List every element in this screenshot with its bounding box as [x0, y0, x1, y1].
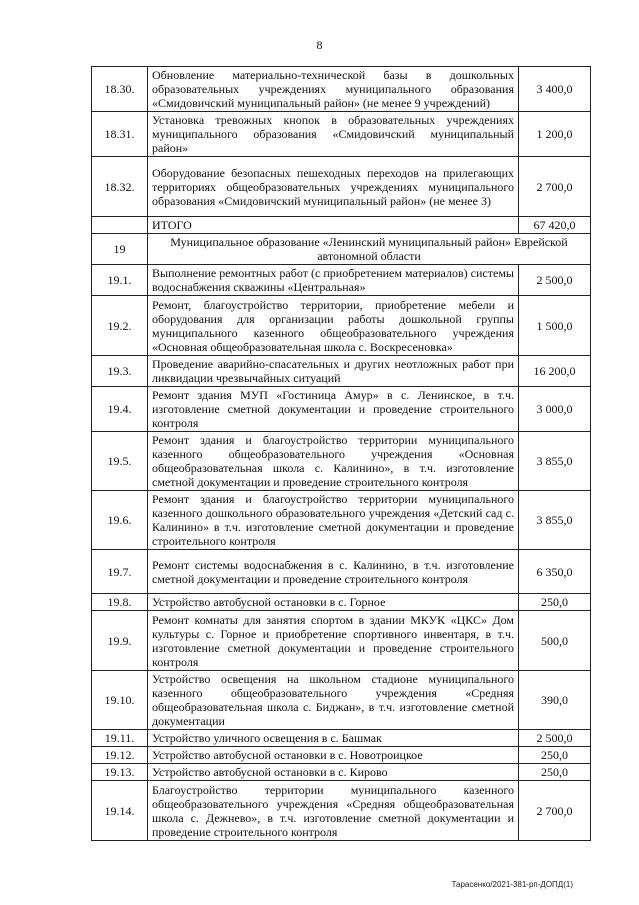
table-row — [92, 265, 591, 296]
row-amount: 2 500,0 — [519, 730, 591, 747]
row-amount: 3 400,0 — [519, 67, 591, 112]
row-description: Оборудование безопасных пешеходных переходов на прилегающих территориях общеобразовательных учреждениях муниципального образования «Смидовичский муниципальный район» (не менее 3) — [148, 157, 519, 217]
row-amount: 250,0 — [519, 747, 591, 764]
table-row — [92, 387, 591, 432]
table-row — [92, 611, 591, 671]
row-number: 19.14. — [92, 781, 148, 841]
table-row — [92, 764, 591, 781]
table-row — [92, 550, 591, 594]
budget-table — [91, 66, 591, 841]
row-description: Устройство автобусной остановки в с. Горное — [148, 594, 519, 611]
table-row — [92, 781, 591, 841]
row-description: Устройство уличного освещения в с. Башмак — [148, 730, 519, 747]
page-number: 8 — [316, 38, 323, 52]
section-heading: Муниципальное образование «Ленинский муниципальный район» Еврейской автономной области — [148, 234, 591, 265]
row-amount: 16 200,0 — [519, 356, 591, 387]
table-row — [92, 747, 591, 764]
row-amount: 250,0 — [519, 594, 591, 611]
table-row — [92, 671, 591, 730]
row-description: Выполнение ремонтных работ (с приобретением материалов) системы водоснабжения скважины «Центральная» — [148, 265, 519, 296]
row-number: 19.4. — [92, 387, 148, 432]
table-row — [92, 296, 591, 356]
row-number: 19.11. — [92, 730, 148, 747]
row-description: Ремонт системы водоснабжения в с. Калинино, в т.ч. изготовление сметной документации и проведение строительного контроля — [148, 550, 519, 594]
row-number: 19.5. — [92, 432, 148, 491]
row-number: 19.8. — [92, 594, 148, 611]
table-row — [92, 234, 591, 265]
row-number: 19.1. — [92, 265, 148, 296]
row-amount: 1 200,0 — [519, 112, 591, 157]
row-description: Ремонт комнаты для занятия спортом в здании МКУК «ЦКС» Дом культуры с. Горное и приобретение спортивного инвентаря, в т.ч. изготовление сметной документации и проведение строительного контроля — [148, 611, 519, 671]
row-amount: 3 855,0 — [519, 491, 591, 550]
row-description: ИТОГО — [148, 217, 519, 234]
table-row — [92, 432, 591, 491]
row-amount: 250,0 — [519, 764, 591, 781]
row-number: 19.3. — [92, 356, 148, 387]
row-number: 19 — [92, 234, 148, 265]
row-number: 19.12. — [92, 747, 148, 764]
row-amount: 6 350,0 — [519, 550, 591, 594]
table-row — [92, 157, 591, 217]
row-description: Устройство автобусной остановки в с. Кирово — [148, 764, 519, 781]
table-row — [92, 491, 591, 550]
row-number: 19.13. — [92, 764, 148, 781]
row-description: Благоустройство территории муниципального казенного общеобразовательного учреждения «Средняя общеобразовательная школа с. Дежнево», в т.ч. изготовление сметной документации и проведение строительного контроля — [148, 781, 519, 841]
table-row — [92, 67, 591, 112]
row-description: Устройство автобусной остановки в с. Новотроицкое — [148, 747, 519, 764]
row-amount: 2 500,0 — [519, 265, 591, 296]
table-row — [92, 112, 591, 157]
table-row — [92, 356, 591, 387]
row-amount: 2 700,0 — [519, 781, 591, 841]
row-description: Устройство освещения на школьном стадионе муниципального казенного общеобразовательного учреждения «Средняя общеобразовательная школа с. Биджан», в т.ч. изготовление сметной документации — [148, 671, 519, 730]
row-number: 19.9. — [92, 611, 148, 671]
row-amount: 390,0 — [519, 671, 591, 730]
row-number: 18.31. — [92, 112, 148, 157]
row-description: Обновление материально-технической базы в дошкольных образовательных учреждениях муниципального образования «Смидовичский муниципальный район» (не менее 9 учреждений) — [148, 67, 519, 112]
row-number: 19.10. — [92, 671, 148, 730]
row-amount: 500,0 — [519, 611, 591, 671]
row-amount: 3 855,0 — [519, 432, 591, 491]
document-footer-code: Тарасенко/2021-381-рп-ДОПД(1) — [451, 880, 573, 889]
row-description: Проведение аварийно-спасательных и других неотложных работ при ликвидации чрезвычайных ситуаций — [148, 356, 519, 387]
table-row — [92, 217, 591, 234]
row-description: Ремонт здания МУП «Гостиница Амур» в с. Ленинское, в т.ч. изготовление сметной документации и проведение строительного контроля — [148, 387, 519, 432]
row-amount: 67 420,0 — [519, 217, 591, 234]
row-description: Ремонт здания и благоустройство территории муниципального казенного общеобразовательного учреждения «Основная общеобразовательная школа с. Калинино», в т.ч. изготовление сметной документации и проведение строительного контроля — [148, 432, 519, 491]
row-number: 19.6. — [92, 491, 148, 550]
row-amount: 3 000,0 — [519, 387, 591, 432]
row-number — [92, 217, 148, 234]
row-number: 18.30. — [92, 67, 148, 112]
row-description: Ремонт здания и благоустройство территории муниципального казенного дошкольного образовательного учреждения «Детский сад с. Калинино» в т.ч. изготовление сметной документации и проведение строительного контроля — [148, 491, 519, 550]
row-amount: 2 700,0 — [519, 157, 591, 217]
row-number: 18.32. — [92, 157, 148, 217]
row-number: 19.7. — [92, 550, 148, 594]
table-row — [92, 730, 591, 747]
table-row — [92, 594, 591, 611]
row-description: Установка тревожных кнопок в образовательных учреждениях муниципального образования «Смидовичский муниципальный район» — [148, 112, 519, 157]
row-description: Ремонт, благоустройство территории, приобретение мебели и оборудования для организации работы дошкольной группы муниципального казенного общеобразовательного учреждения «Основная общеобразовательная школа с. Воскресеновка» — [148, 296, 519, 356]
row-amount: 1 500,0 — [519, 296, 591, 356]
row-number: 19.2. — [92, 296, 148, 356]
